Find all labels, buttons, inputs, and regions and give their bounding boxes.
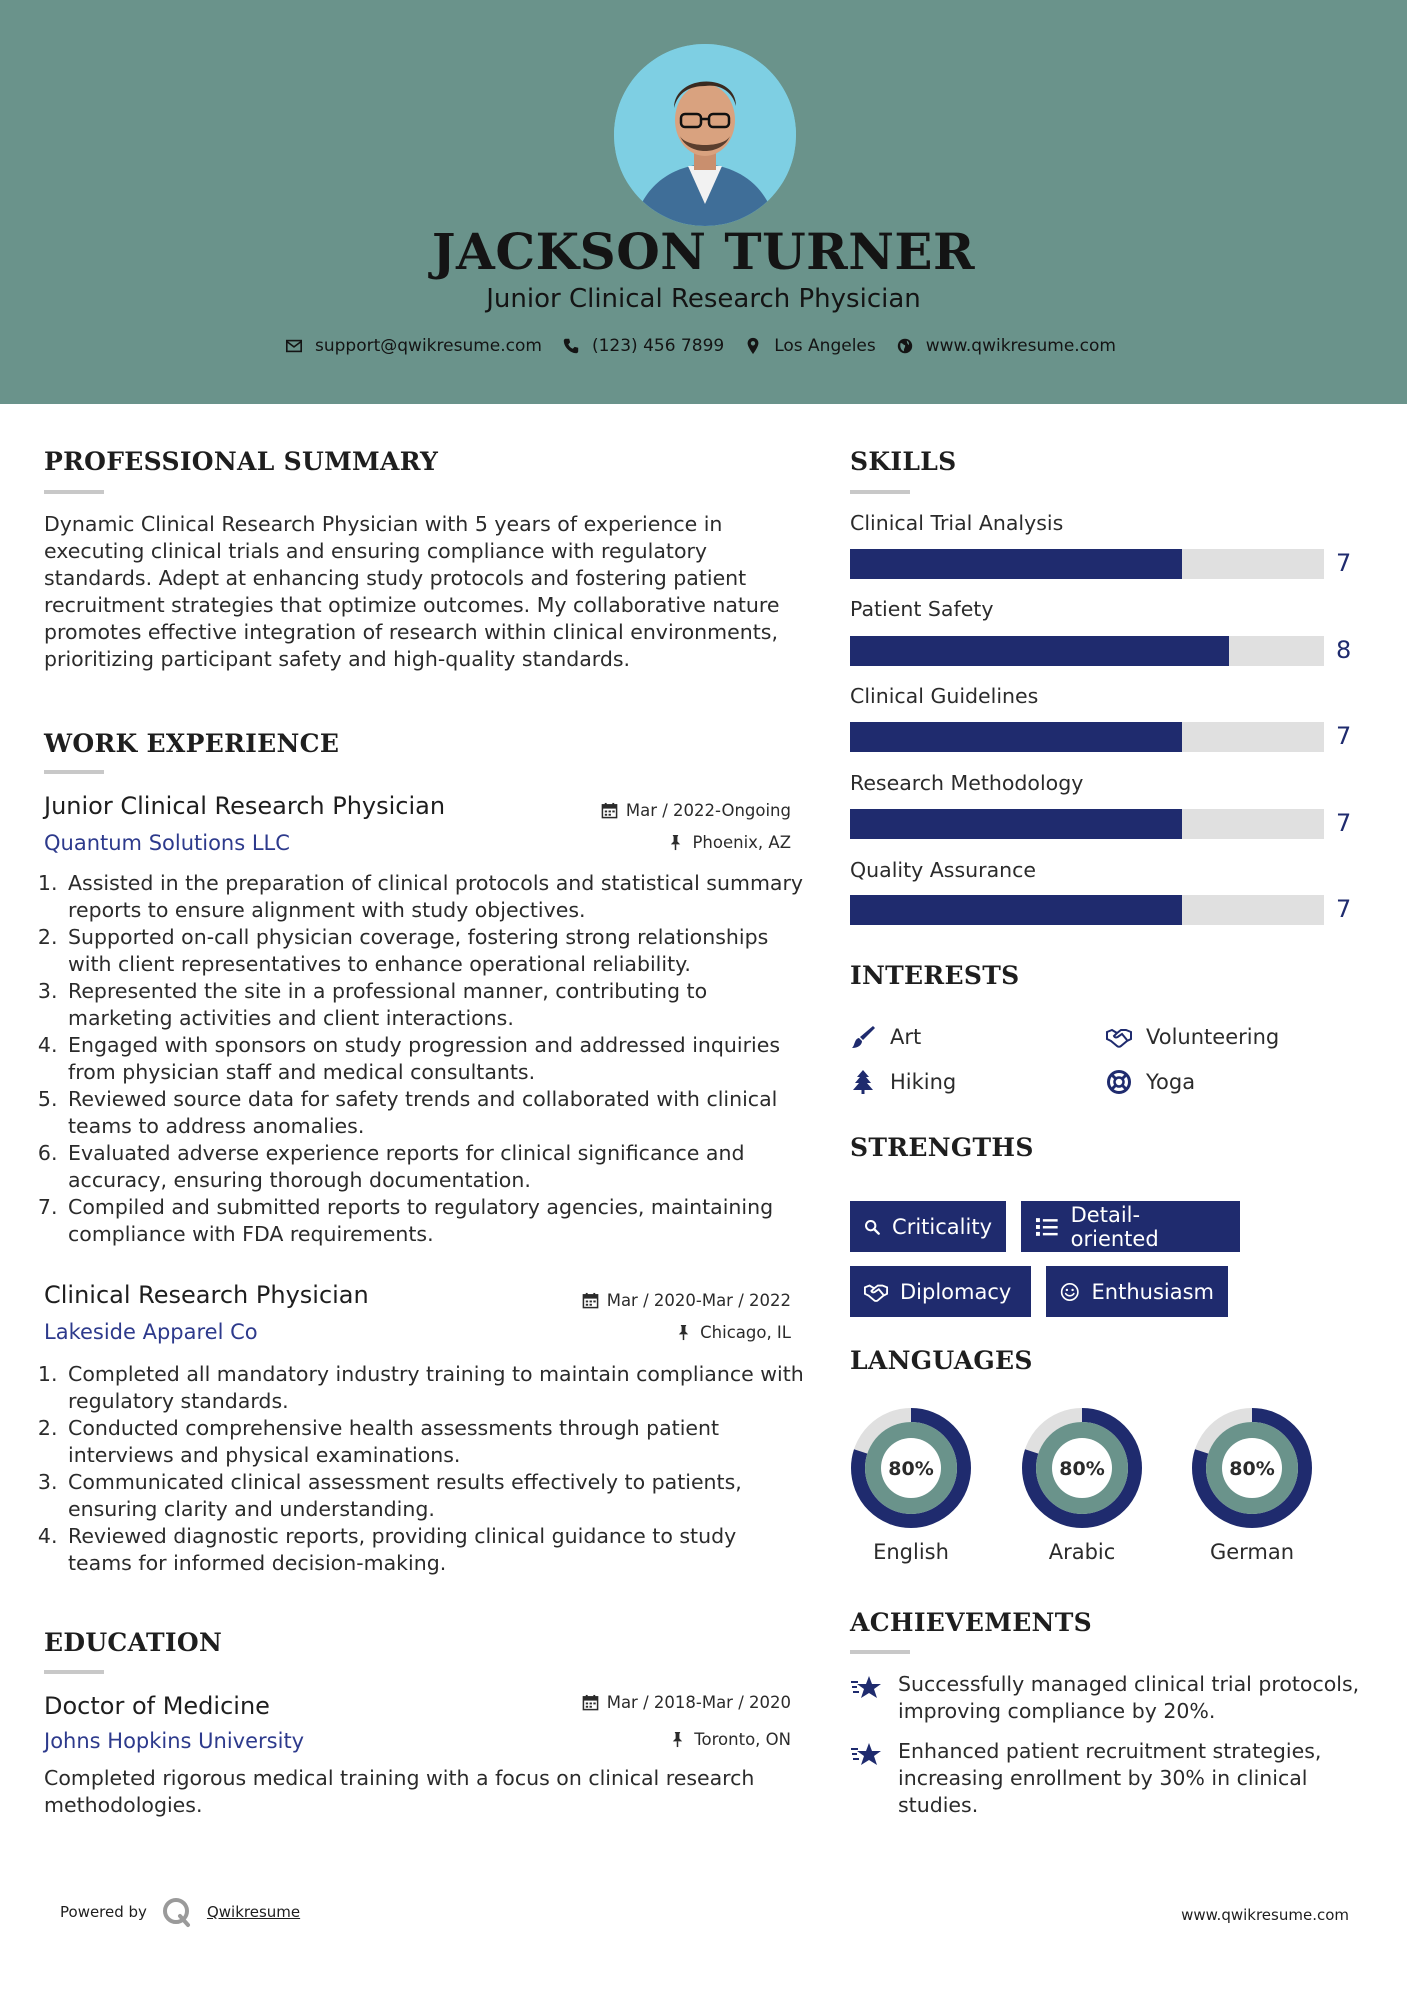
paintbrush-icon: [850, 1024, 876, 1050]
education-dates-text: Mar / 2018-Mar / 2020: [606, 1693, 791, 1712]
email-text: support@qwikresume.com: [315, 336, 542, 356]
education-divider: [44, 1670, 104, 1674]
interest-label: Volunteering: [1146, 1025, 1280, 1049]
achievement-item: [850, 1671, 1380, 1725]
achievements-heading: ACHIEVEMENTS: [850, 1608, 1092, 1637]
list-item: 2. Conducted comprehensive health assessments through patient interviews and physical examinations.: [64, 1415, 804, 1469]
summary-heading: PROFESSIONAL SUMMARY: [44, 447, 439, 476]
resume-header: [0, 0, 1407, 404]
list-item: 4. Reviewed diagnostic reports, providing clinical guidance to study teams for informed decision-making.: [64, 1523, 804, 1577]
work-divider: [44, 770, 104, 774]
language-item: [846, 1406, 976, 1564]
interest-label: Yoga: [1146, 1070, 1196, 1094]
contact-email[interactable]: [285, 336, 542, 356]
language-ring: [1190, 1406, 1314, 1530]
skills-divider: [850, 490, 910, 494]
brand-link[interactable]: Qwikresume: [206, 1903, 301, 1921]
contact-location: [744, 336, 876, 356]
calendar-icon: [601, 802, 618, 819]
list-item: 5. Reviewed source data for safety trends and collaborated with clinical teams to address anomalies.: [64, 1086, 804, 1140]
skill-bar: [850, 809, 1324, 839]
language-name: German: [1209, 1540, 1295, 1564]
skill-value: 7: [1336, 722, 1352, 750]
job-responsibilities: [44, 1361, 804, 1577]
list-item: 2. Supported on-call physician coverage, fostering strong relationships with client representatives to enhance operational reliability.: [64, 924, 804, 978]
list-item: 7. Compiled and submitted reports to regulatory agencies, maintaining compliance with FDA requirements.: [64, 1194, 804, 1248]
job-dates: [582, 1291, 791, 1310]
job-title: Junior Clinical Research Physician: [44, 792, 446, 820]
interests-heading: INTERESTS: [850, 961, 1020, 990]
lifering-icon: [1106, 1069, 1132, 1095]
candidate-name: JACKSON TURNER: [431, 222, 976, 281]
skill-bar-fill: [850, 549, 1182, 579]
achievement-text: Successfully managed clinical trial protocols, improving compliance by 20%.: [898, 1672, 1360, 1723]
language-item: [1187, 1406, 1317, 1564]
language-ring: [849, 1406, 973, 1530]
skill-bar: [850, 722, 1324, 752]
achievements-divider: [850, 1650, 910, 1654]
skill-name: Research Methodology: [850, 771, 1084, 795]
skill-bar: [850, 549, 1324, 579]
search-icon: [864, 1215, 880, 1239]
interest-label: Hiking: [890, 1070, 957, 1094]
education-location: [669, 1730, 791, 1749]
calendar-icon: [582, 1694, 599, 1711]
job-dates: [601, 801, 791, 820]
interest-item: [850, 1069, 956, 1095]
strength-badge: [850, 1201, 1006, 1252]
avatar-icon: [614, 44, 796, 226]
job-location-text: Phoenix, AZ: [692, 833, 791, 852]
skill-value: 8: [1336, 636, 1352, 664]
language-percent: 80%: [1059, 1458, 1105, 1480]
strength-label: Diplomacy: [900, 1279, 1012, 1304]
profile-photo: [614, 44, 796, 226]
strength-label: Detail-oriented: [1070, 1202, 1159, 1251]
company-name: Quantum Solutions LLC: [44, 831, 290, 855]
job-dates-text: Mar / 2020-Mar / 2022: [606, 1291, 791, 1310]
skill-value: 7: [1336, 895, 1352, 923]
skill-name: Patient Safety: [850, 597, 994, 621]
skill-bar: [850, 636, 1324, 666]
map-pin-icon: [744, 337, 762, 355]
summary-text: Dynamic Clinical Research Physician with 5 years of experience in executing clinical trials and ensuring compliance with regulatory standards. Adept at enhancing study protocols and fostering patient recruitment strategies that optimize outcomes. My collaborative nature promotes effective integration of research within clinical environments, prioritizing participant safety and high-quality standards.: [44, 512, 780, 671]
education-heading: EDUCATION: [44, 1628, 223, 1657]
job-responsibilities: [44, 870, 804, 1248]
contact-phone[interactable]: [562, 336, 724, 356]
globe-icon: [896, 337, 914, 355]
education-location-text: Toronto, ON: [694, 1730, 791, 1749]
pushpin-icon: [675, 1324, 692, 1341]
location-text: Los Angeles: [774, 336, 876, 356]
calendar-icon: [582, 1292, 599, 1309]
list-icon: [1035, 1215, 1059, 1239]
list-item: 4. Engaged with sponsors on study progression and addressed inquiries from physician staff and medical consultants.: [64, 1032, 804, 1086]
skill-value: 7: [1336, 809, 1352, 837]
language-ring: [1020, 1406, 1144, 1530]
achievement-text: Enhanced patient recruitment strategies, increasing enrollment by 30% in clinical studies.: [898, 1739, 1322, 1817]
pushpin-icon: [669, 1731, 686, 1748]
list-item: 1. Completed all mandatory industry training to maintain compliance with regulatory standards.: [64, 1361, 804, 1415]
skill-bar-fill: [850, 636, 1229, 666]
phone-icon: [562, 337, 580, 355]
phone-text: (123) 456 7899: [591, 336, 725, 356]
strength-badge: [1046, 1266, 1228, 1317]
pushpin-icon: [667, 834, 684, 851]
list-item: 1. Assisted in the preparation of clinical protocols and statistical summary reports to ensure alignment with study objectives.: [64, 870, 804, 924]
language-item: [1017, 1406, 1147, 1564]
tree-icon: [850, 1069, 876, 1095]
language-name: Arabic: [1048, 1540, 1116, 1564]
interest-item: [850, 1024, 921, 1050]
star-award-icon: [850, 1740, 882, 1770]
strength-badge: [1021, 1201, 1240, 1252]
handshake-icon: [1106, 1024, 1132, 1050]
contact-website[interactable]: [896, 336, 1116, 356]
skill-name: Clinical Trial Analysis: [850, 511, 1064, 535]
job-location: [667, 833, 791, 852]
smile-icon: [1060, 1280, 1080, 1304]
job-dates-text: Mar / 2022-Ongoing: [625, 801, 791, 820]
company-name: Lakeside Apparel Co: [44, 1320, 258, 1344]
interest-item: [1106, 1069, 1195, 1095]
job-location: [675, 1323, 791, 1342]
skill-name: Quality Assurance: [850, 858, 1037, 882]
footer-website[interactable]: www.qwikresume.com: [1181, 1906, 1349, 1924]
handshake-icon: [864, 1280, 888, 1304]
strengths-heading: STRENGTHS: [850, 1133, 1034, 1162]
language-percent: 80%: [1229, 1458, 1275, 1480]
skills-heading: SKILLS: [850, 447, 957, 476]
summary-divider: [44, 490, 104, 494]
skill-name: Clinical Guidelines: [850, 684, 1039, 708]
candidate-role: Junior Clinical Research Physician: [486, 284, 921, 314]
education-description: Completed rigorous medical training with a focus on clinical research methodologies.: [44, 1766, 755, 1817]
list-item: 3. Represented the site in a professional manner, contributing to marketing activities and client interactions.: [64, 978, 804, 1032]
strength-label: Enthusiasm: [1091, 1279, 1214, 1304]
job-title: Clinical Research Physician: [44, 1281, 369, 1309]
qwikresume-logo-icon: [161, 1896, 193, 1928]
degree-title: Doctor of Medicine: [44, 1692, 270, 1720]
skill-value: 7: [1336, 549, 1352, 577]
website-text: www.qwikresume.com: [925, 336, 1116, 356]
list-item: 6. Evaluated adverse experience reports for clinical significance and accuracy, ensuring thorough documentation.: [64, 1140, 804, 1194]
star-award-icon: [850, 1673, 882, 1703]
skill-bar-fill: [850, 895, 1182, 925]
education-dates: [582, 1693, 791, 1712]
achievement-item: [850, 1738, 1380, 1819]
contact-bar: [0, 336, 1407, 356]
list-item: 3. Communicated clinical assessment results effectively to patients, ensuring clarity and understanding.: [64, 1469, 804, 1523]
skill-bar: [850, 895, 1324, 925]
powered-by-text: Powered by: [60, 1903, 147, 1921]
job-location-text: Chicago, IL: [700, 1323, 791, 1342]
work-heading: WORK EXPERIENCE: [44, 729, 340, 758]
skill-bar-fill: [850, 809, 1182, 839]
languages-heading: LANGUAGES: [850, 1346, 1033, 1375]
skill-bar-fill: [850, 722, 1182, 752]
interest-label: Art: [890, 1025, 922, 1049]
interest-item: [1106, 1024, 1279, 1050]
school-name: Johns Hopkins University: [44, 1729, 305, 1753]
strength-label: Criticality: [892, 1214, 992, 1239]
language-percent: 80%: [888, 1458, 934, 1480]
strength-badge: [850, 1266, 1031, 1317]
language-name: English: [873, 1540, 949, 1564]
envelope-icon: [285, 337, 303, 355]
footer-powered-by: [60, 1896, 300, 1928]
